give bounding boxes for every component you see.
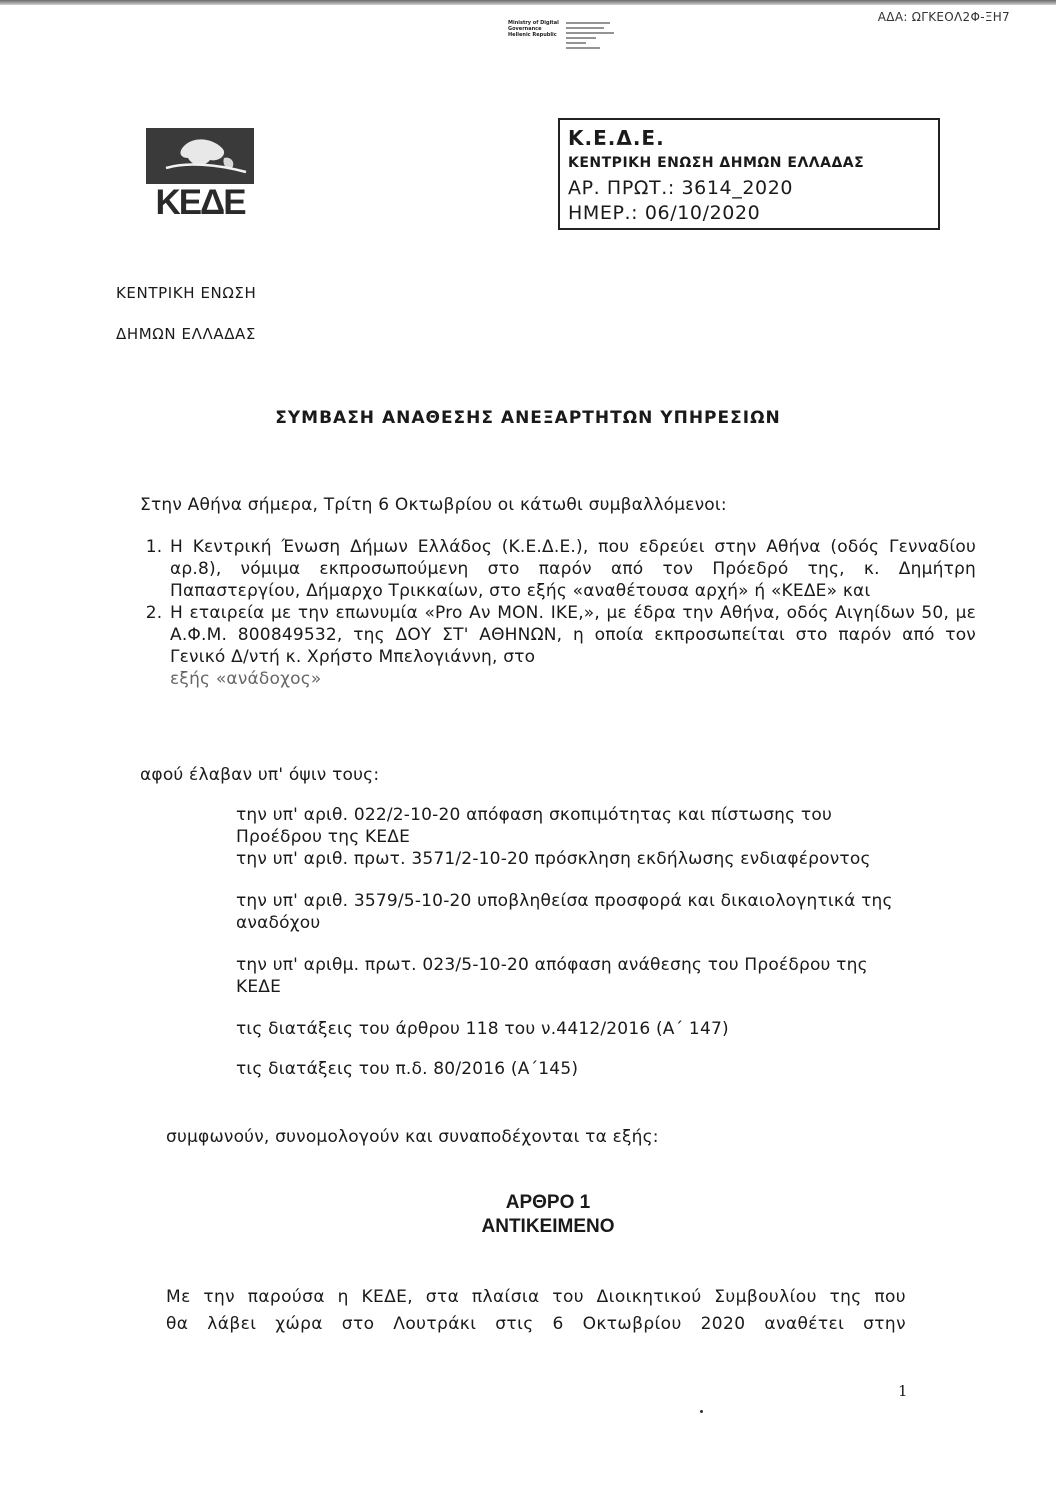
document-title: ΣΥΜΒΑΣΗ ΑΝΑΘΕΣΗΣ ΑΝΕΞΑΡΤΗΤΩΝ ΥΠΗΡΕΣΙΩΝ — [275, 408, 781, 428]
stamp-org-short: Κ.Ε.Δ.Ε. — [568, 126, 665, 150]
sender-line-2: ΔΗΜΩΝ ΕΛΛΑΔΑΣ — [116, 325, 256, 343]
page-number: 1 — [898, 1382, 908, 1400]
party-item — [168, 536, 976, 602]
stamp-date: ΗΜΕΡ.: 06/10/2020 — [568, 202, 761, 224]
signature-details-scribble-icon — [566, 20, 626, 50]
intro-paragraph: Στην Αθήνα σήμερα, Τρίτη 6 Οκτωβρίου οι κάτωθι συμβαλλόμενοι: — [140, 495, 727, 515]
party-tail: εξής «ανάδοχος» — [170, 669, 322, 689]
closing-paragraph — [166, 1284, 906, 1338]
kede-logo-icon — [146, 128, 254, 218]
considering-heading: αφού έλαβαν υπ' όψιν τους: — [140, 765, 380, 785]
signature-issuer-line: Ministry of Digital — [508, 20, 559, 26]
party-text: Η εταιρεία με την επωνυμία «Pro Αν ΜΟΝ. ΙΚΕ,», με έδρα την Αθήνα, οδός Αιγηίδων 50, με Α.Φ.Μ. 800849532, της ΔΟΥ ΣΤ' ΑΘΗΝΩΝ, η οποία εκπροσωπείται στο παρόν από τον Γενικό Δ/ντή κ. Χρήστο Μπελογιάννη, στο — [170, 603, 976, 667]
article-number: ΑΡΘΡΟ 1 — [505, 1192, 591, 1213]
sender-line-1: ΚΕΝΤΡΙΚΗ ΕΝΩΣΗ — [116, 284, 257, 302]
agreement-sentence: συμφωνούν, συνομολογούν και συναποδέχονται τα εξής: — [166, 1127, 659, 1147]
protocol-stamp — [558, 118, 940, 230]
scan-top-edge — [0, 0, 1056, 5]
consideration-item: την υπ' αριθ. πρωτ. 3571/2-10-20 πρόσκληση εκδήλωσης ενδιαφέροντος — [236, 849, 871, 869]
party-item — [168, 602, 976, 690]
signature-issuer-line: Governance — [508, 26, 542, 32]
consideration-item: τις διατάξεις του άρθρου 118 του ν.4412/2016 (Α΄ 147) — [236, 1019, 729, 1039]
consideration-item: την υπ' αριθμ. πρωτ. 023/5-10-20 απόφαση ανάθεσης του Προέδρου της ΚΕΔΕ — [236, 955, 868, 997]
kede-logo — [146, 128, 254, 218]
signature-issuer — [508, 20, 564, 38]
party-text: Η Κεντρική Ένωση Δήμων Ελλάδος (Κ.Ε.Δ.Ε.), που εδρεύει στην Αθήνα (οδός Γενναδίου αρ.8), νόμιμα εκπροσωπούμενη στο παρόν από τον Πρόεδρό της, κ. Δημήτρη Παπαστεργίου, Δήμαρχο Τρικκαίων, στο εξής «αναθέτουσα αρχή» ή «ΚΕΔΕ» και — [170, 537, 976, 601]
logo-text: ΚΕΔΕ — [155, 183, 245, 218]
closing-line: θα λάβει χώρα στο Λουτράκι στις 6 Οκτωβρίου 2020 αναθέτει στην — [166, 1314, 906, 1334]
ada-code: ΑΔΑ: ΩΓΚΕΟΛ2Φ-ΞΗ7 — [877, 10, 1010, 24]
digital-signature — [508, 20, 626, 52]
stamp-org-full: ΚΕΝΤΡΙΚΗ ΕΝΩΣΗ ΔΗΜΩΝ ΕΛΛΑΔΑΣ — [568, 155, 865, 171]
consideration-item: τις διατάξεις του π.δ. 80/2016 (Α΄145) — [236, 1059, 579, 1079]
considerations-list — [236, 804, 916, 1080]
article-heading: ΑΝΤΙΚΕΙΜΕΝΟ — [481, 1216, 615, 1237]
closing-line: Με την παρούσα η ΚΕΔΕ, στα πλαίσια του Διοικητικού Συμβουλίου της που — [166, 1287, 906, 1307]
consideration-item: την υπ' αριθ. 022/2-10-20 απόφαση σκοπιμότητας και πίστωσης του Προέδρου της ΚΕΔΕ — [236, 805, 833, 847]
signature-details — [566, 20, 626, 52]
stamp-protocol-number: ΑΡ. ΠΡΩΤ.: 3614_2020 — [568, 177, 794, 199]
parties-list — [138, 536, 976, 690]
scan-speck — [700, 1410, 703, 1413]
signature-issuer-line: Hellenic Republic — [508, 32, 557, 38]
consideration-item: την υπ' αριθ. 3579/5-10-20 υποβληθείσα προσφορά και δικαιολογητικά της αναδόχου — [236, 891, 893, 933]
